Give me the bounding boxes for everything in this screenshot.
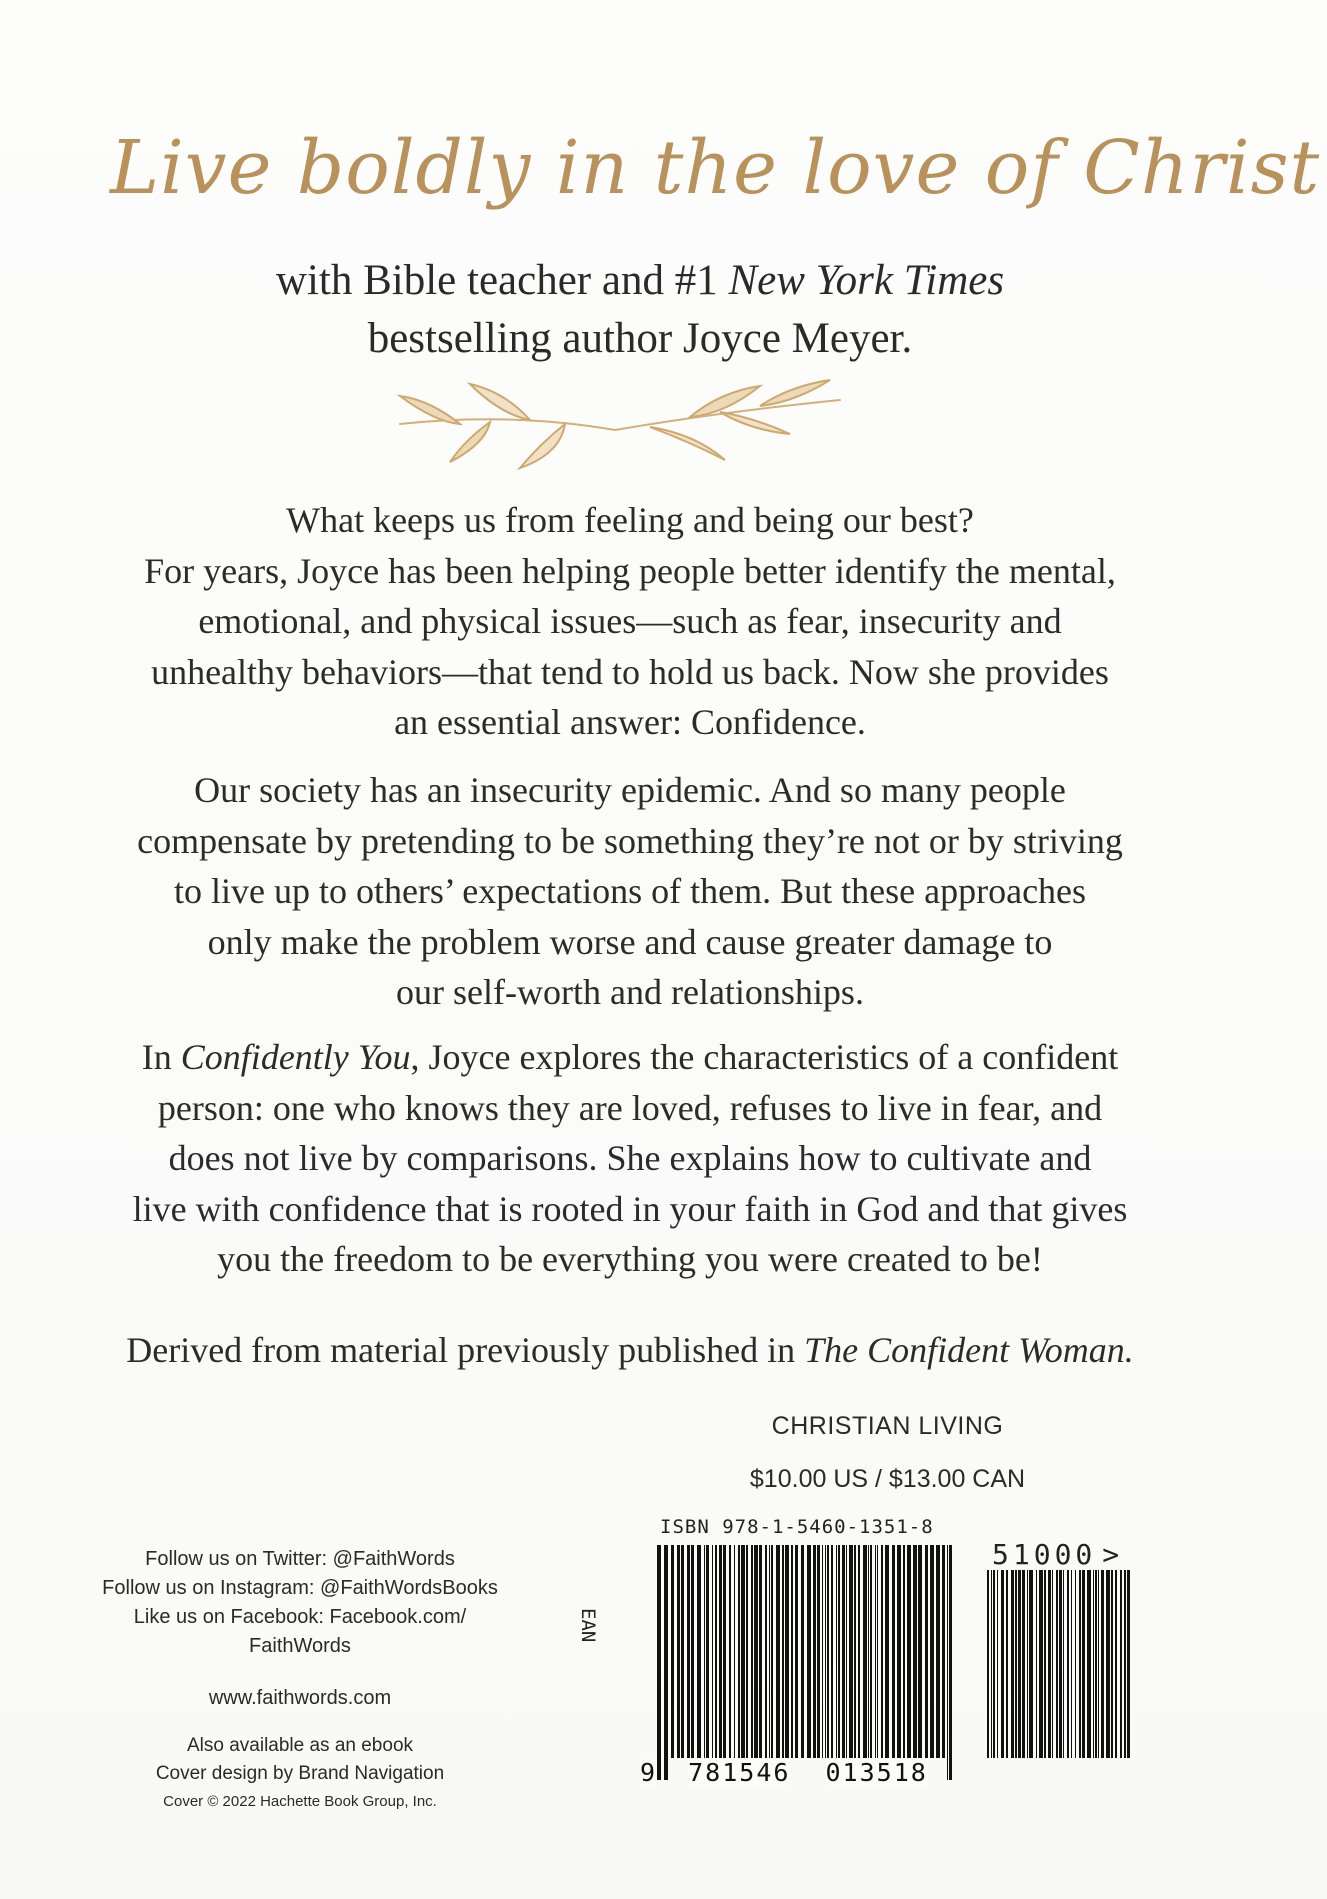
paragraph-3 — [100, 1032, 1160, 1285]
barcode-bar — [936, 1545, 940, 1758]
barcode-bar — [1048, 1570, 1051, 1758]
barcode-bar — [1056, 1570, 1058, 1758]
paragraph-line: an essential answer: Confidence. — [394, 702, 866, 742]
paragraph-line: unhealthy behaviors—that tend to hold us back. Now she provides — [151, 651, 1109, 692]
barcode-addon — [985, 1570, 1130, 1780]
barcode-bar — [918, 1545, 922, 1758]
barcode-bar — [947, 1545, 948, 1780]
facebook-page-cont: FaithWords — [249, 1635, 351, 1657]
paragraph-1 — [100, 495, 1160, 748]
copyright: Cover © 2022 Hachette Book Group, Inc. — [163, 1793, 437, 1810]
barcode-bar — [813, 1545, 816, 1758]
ean-label — [576, 1608, 600, 1643]
barcode-bar — [734, 1545, 735, 1758]
barcode-bar — [776, 1545, 780, 1758]
intro-text — [200, 252, 1080, 368]
barcode-bar — [1093, 1570, 1094, 1758]
barcode-bar — [801, 1545, 804, 1758]
barcode-bar — [765, 1545, 767, 1758]
intro-line-2: bestselling author Joyce Meyer. — [367, 315, 913, 362]
barcode-bar — [738, 1545, 740, 1758]
derived-note-prefix: Derived from material previously published in — [126, 1330, 805, 1370]
barcode-bar — [1098, 1570, 1099, 1758]
barcode-bar — [664, 1545, 668, 1780]
paragraph-line: Our society has an insecurity epidemic. And so many people — [194, 770, 1066, 810]
barcode-main — [655, 1545, 955, 1780]
tagline: Live boldly in the love of Christ — [110, 125, 1321, 211]
barcode-bar — [1044, 1570, 1046, 1758]
barcode-bar — [903, 1545, 905, 1758]
barcode-bar — [1015, 1570, 1017, 1758]
barcode-digits — [640, 1758, 960, 1787]
barcode-bar — [795, 1545, 798, 1758]
barcode-bar — [746, 1545, 748, 1758]
barcode-bar — [831, 1545, 833, 1758]
facebook-page: Like us on Facebook: Facebook.com/ — [133, 1606, 467, 1628]
barcode-bar — [1059, 1570, 1062, 1758]
barcode-bar — [706, 1545, 709, 1758]
barcode-bar — [825, 1545, 826, 1758]
barcode-bar — [1106, 1570, 1110, 1758]
barcode-bar — [870, 1545, 872, 1758]
barcode-bar — [1006, 1570, 1008, 1758]
barcode-bar — [838, 1545, 840, 1758]
credits — [70, 1732, 530, 1816]
barcode-bar — [885, 1545, 889, 1758]
barcode-bar — [1001, 1570, 1004, 1758]
derived-note-title: The Confident Woman. — [804, 1330, 1134, 1370]
barcode-bar — [949, 1545, 952, 1780]
design-credit: Cover design by Brand Navigation — [155, 1763, 445, 1784]
category-label: CHRISTIAN LIVING — [771, 1412, 1004, 1440]
barcode-bar — [930, 1545, 934, 1758]
paragraph-line: compensate by pretending to be something they’re not or by striving — [137, 820, 1123, 861]
barcode-bar — [1115, 1570, 1117, 1758]
barcode-bar — [993, 1570, 995, 1758]
barcode-bar — [897, 1545, 901, 1758]
barcode-bar — [997, 1570, 998, 1758]
barcode-bar — [817, 1545, 820, 1758]
barcode-bar — [846, 1545, 847, 1758]
paragraph-line: to live up to others’ expectations of them. But these approaches — [173, 871, 1087, 911]
barcode-bar — [1079, 1570, 1081, 1758]
website-url: www.faithwords.com — [208, 1687, 392, 1709]
barcode-bar — [715, 1545, 717, 1758]
barcode-bar — [881, 1545, 883, 1758]
barcode-bar — [1011, 1570, 1014, 1758]
paragraph-line: person: one who knows they are loved, refuses to live in fear, and — [157, 1087, 1103, 1128]
barcode-bar — [1063, 1570, 1064, 1758]
barcode-bar — [1052, 1570, 1053, 1758]
barcode-bar — [875, 1545, 876, 1758]
barcode-digit-first: 9 — [640, 1758, 658, 1787]
barcode-bar — [704, 1545, 705, 1758]
barcode-bar — [907, 1545, 911, 1758]
barcode-bar — [822, 1545, 823, 1758]
book-title-italic: Confidently You — [180, 1037, 411, 1077]
paragraph-line: For years, Joyce has been helping people better identify the mental, — [144, 550, 1116, 591]
addon-arrow: > — [1102, 1538, 1120, 1571]
barcode-bar — [1071, 1570, 1072, 1758]
paragraph-line: our self-worth and relationships. — [396, 972, 864, 1012]
barcode-bar — [827, 1545, 829, 1758]
barcode-bar — [691, 1545, 694, 1758]
barcode-bar — [1029, 1570, 1033, 1758]
barcode-bar — [741, 1545, 745, 1758]
intro-line-1-italic: New York Times — [728, 257, 1005, 304]
barcode-bar — [1101, 1570, 1104, 1758]
barcode-bar — [769, 1545, 770, 1780]
barcode-bar — [712, 1545, 713, 1758]
barcode-bar — [1124, 1570, 1126, 1758]
barcode-bar — [754, 1545, 758, 1758]
paragraph-line: does not live by comparisons. She explains how to cultivate and — [168, 1138, 1092, 1178]
p3-suffix: , Joyce explores the characteristics of a confident — [410, 1037, 1119, 1077]
barcode-bar — [671, 1545, 674, 1758]
barcode-bar — [1120, 1570, 1122, 1758]
barcode-bar — [991, 1570, 992, 1758]
barcode-bar — [807, 1545, 811, 1758]
barcode-bar — [677, 1545, 680, 1758]
paragraph-line: you the freedom to be everything you were created to be! — [217, 1239, 1043, 1279]
barcode-bar — [925, 1545, 928, 1758]
barcode-bar — [729, 1545, 731, 1758]
leaf-sprig-ornament — [390, 372, 850, 482]
price-label: $10.00 US / $13.00 CAN — [749, 1465, 1026, 1493]
derived-note — [100, 1325, 1160, 1376]
barcode-bar — [863, 1545, 867, 1758]
barcode-bar — [1039, 1570, 1043, 1758]
barcode-bar — [942, 1545, 945, 1758]
intro-line-1 — [200, 252, 1080, 310]
barcode-bar — [681, 1545, 684, 1758]
p3-prefix: In — [141, 1037, 181, 1077]
barcode-bar — [858, 1545, 860, 1758]
paragraph-line: live with confidence that is rooted in your faith in God and that gives — [132, 1188, 1128, 1229]
barcode-bar — [719, 1545, 722, 1758]
twitter-handle: Follow us on Twitter: @FaithWords — [145, 1548, 455, 1570]
barcode-bar — [1111, 1570, 1113, 1758]
barcode-bar — [657, 1545, 661, 1780]
barcode-bar — [1018, 1570, 1021, 1758]
paragraph-line: emotional, and physical issues—such as fear, insecurity and — [198, 601, 1062, 641]
barcode-bar — [1067, 1570, 1069, 1758]
barcode-bar — [723, 1545, 726, 1758]
barcode-bar — [751, 1545, 753, 1758]
isbn-label: ISBN 978-1-5460-1351-8 — [660, 1516, 934, 1538]
barcode-bar — [697, 1545, 701, 1758]
barcode-bar — [1082, 1570, 1085, 1758]
barcode-bar — [913, 1545, 917, 1758]
barcode-bar — [1022, 1570, 1025, 1758]
barcode-bar — [877, 1545, 878, 1758]
social-links — [70, 1545, 530, 1661]
addon-number: 51000 — [992, 1538, 1097, 1571]
barcode-bar — [1127, 1570, 1130, 1758]
paragraph-2 — [100, 765, 1160, 1018]
barcode-bar — [849, 1545, 853, 1758]
barcode-bar — [687, 1545, 690, 1758]
paragraph-line: What keeps us from feeling and being our best? — [286, 500, 974, 540]
paragraph-line — [100, 1032, 1160, 1083]
barcode-bar — [759, 1545, 762, 1758]
ebook-note: Also available as an ebook — [186, 1735, 414, 1756]
barcode-bar — [1095, 1570, 1097, 1758]
barcode-bar — [836, 1545, 837, 1758]
barcode-bar — [1075, 1570, 1076, 1758]
instagram-handle: Follow us on Instagram: @FaithWordsBooks — [102, 1577, 498, 1599]
barcode-bar — [892, 1545, 895, 1758]
intro-line-1-prefix: with Bible teacher and #1 — [275, 257, 729, 304]
barcode-bar — [868, 1545, 869, 1758]
barcode-bar — [987, 1570, 989, 1758]
barcode-bar — [771, 1545, 773, 1780]
barcode-digits-right: 013518 — [825, 1758, 928, 1787]
barcode-bar — [791, 1545, 793, 1758]
paragraph-line: only make the problem worse and cause greater damage to — [207, 921, 1053, 962]
barcode-bar — [854, 1545, 856, 1758]
barcode-bar — [782, 1545, 784, 1758]
ean-text: EAN — [577, 1608, 599, 1643]
barcode-bar — [842, 1545, 845, 1758]
barcode-bar — [785, 1545, 789, 1758]
barcode-bar — [1087, 1570, 1091, 1758]
barcode-bar — [1036, 1570, 1037, 1758]
barcode-digits-left: 781546 — [688, 1758, 791, 1787]
barcode-bar — [1027, 1570, 1028, 1758]
addon-digits — [992, 1538, 1172, 1571]
